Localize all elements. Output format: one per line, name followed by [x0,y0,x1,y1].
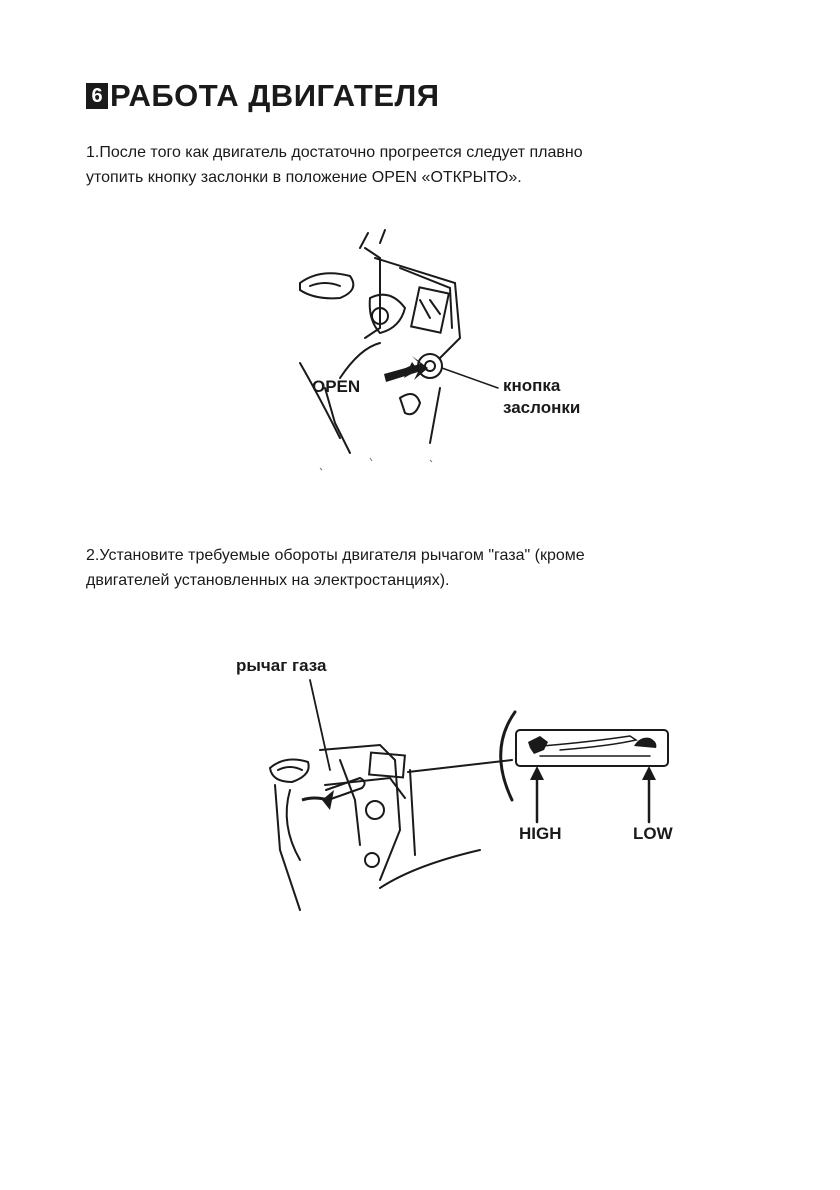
step-2-text [86,543,726,593]
choke-knob-label-line-2: заслонки [503,398,581,417]
step-2-line-1: 2.Установите требуемые обороты двигателя рычагом "газа" (кроме [86,547,585,564]
open-label: OPEN [312,377,361,396]
high-label: HIGH [519,824,562,843]
throttle-lever-illustration [230,650,700,930]
section-title: РАБОТА ДВИГАТЕЛЯ [110,78,440,113]
choke-knob-label [503,375,580,419]
step-2-line-2: двигателей установленных на электростанциях). [86,572,450,589]
step-1-text [86,140,726,190]
section-heading [86,78,440,114]
step-1-line-1: 1.После того как двигатель достаточно прогреется следует плавно [86,144,583,161]
choke-knob-label-line-1: кнопка [503,376,561,395]
step-1-line-2: утопить кнопку заслонки в положение OPEN «ОТКРЫТО». [86,169,522,186]
section-number-badge: 6 [86,83,108,109]
low-label: LOW [633,824,673,843]
throttle-lever-label: рычаг газа [236,656,327,675]
choke-knob-illustration [280,228,620,478]
